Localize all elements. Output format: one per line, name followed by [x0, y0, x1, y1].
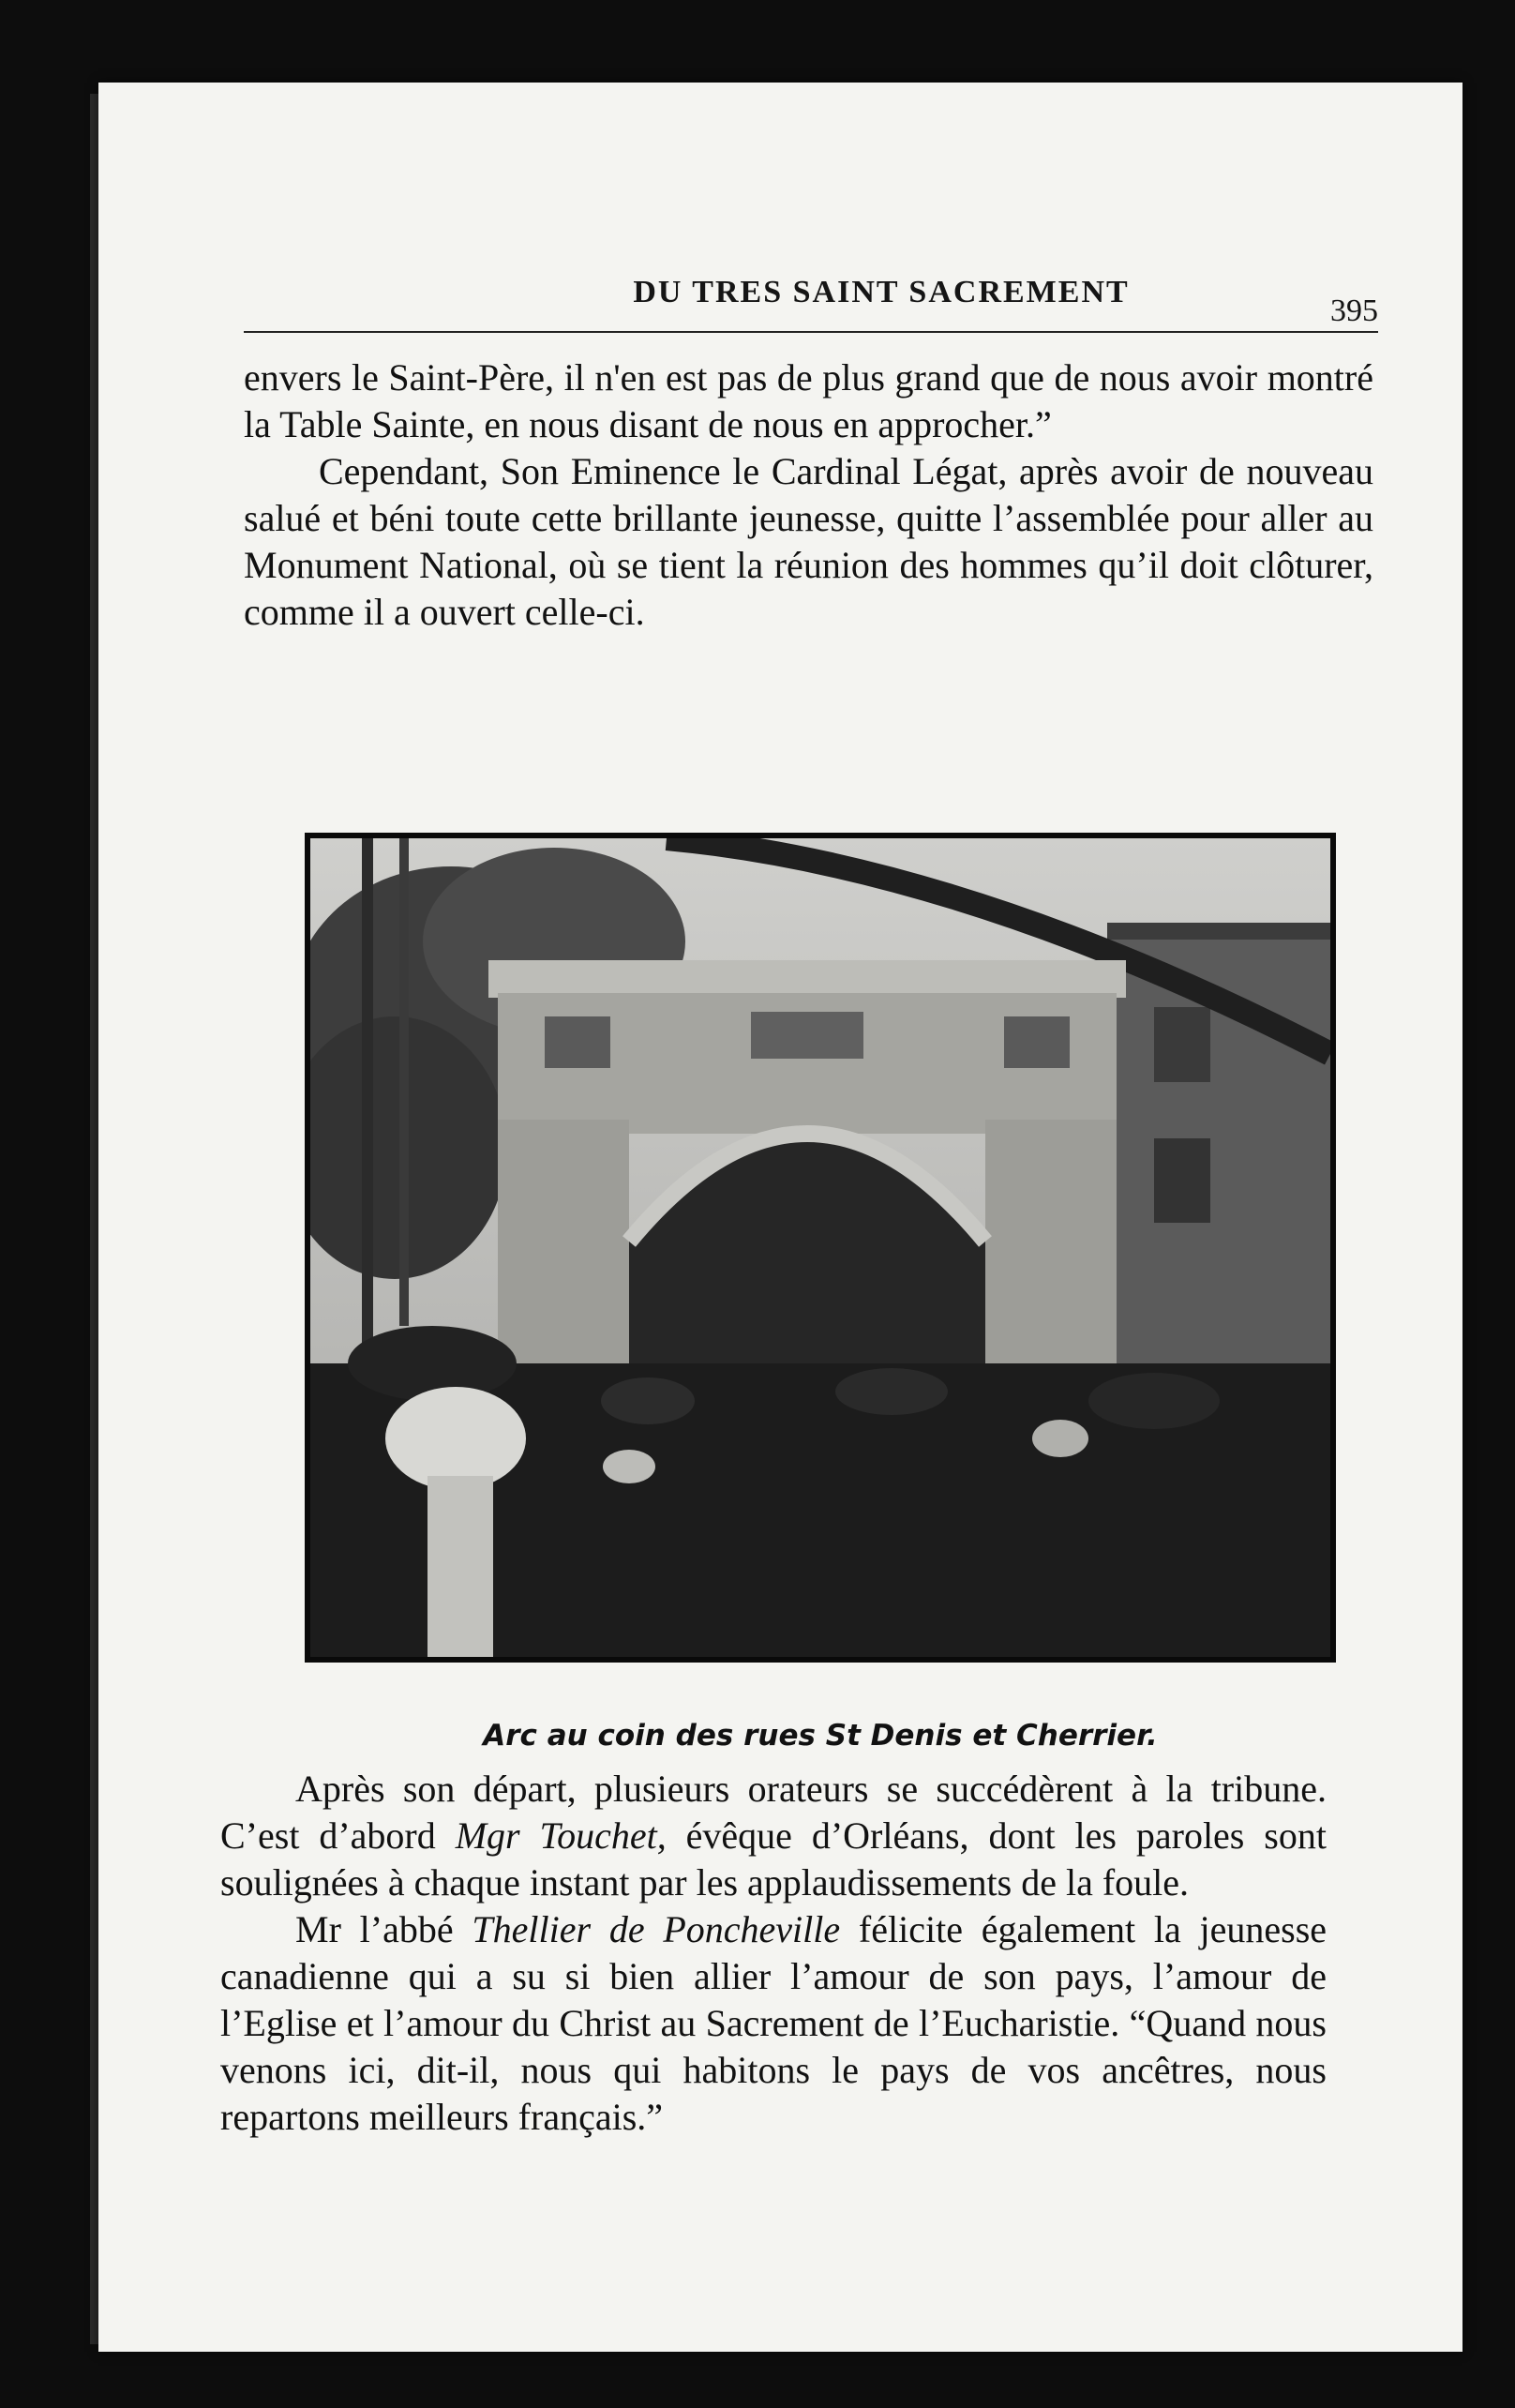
- name-mgr-touchet: Mgr Touchet,: [455, 1814, 667, 1857]
- text-block-bottom: [220, 1766, 1327, 2141]
- paragraph-1: envers le Saint-Père, il n'en est pas de plus grand que de nous avoir montré la Table Sainte, en nous disant de nous en approcher.”: [244, 356, 1373, 445]
- page-number: 395: [1330, 293, 1378, 328]
- paragraph-4-after: félicite également la jeunesse canadienne qui a su si bien allier l’amour de son pays, l’amour de l’Eglise et l’amour du Christ au Sacrement de l’Eucharistie. “Quand nous venons ici, dit-il, nous qui habitons le pays de vos ancêtres, nous repartons meilleurs français.”: [220, 1908, 1328, 2138]
- photograph-arch: [305, 833, 1336, 1663]
- running-title: DU TRES SAINT SACREMENT: [633, 275, 1130, 309]
- paragraph-4-before: Mr l’abbé: [295, 1908, 472, 1950]
- name-thellier-de-poncheville: Thellier de Poncheville: [472, 1908, 841, 1950]
- text-block-top: [244, 354, 1373, 636]
- paragraph-3-before: Après son départ, plusieurs orateurs se succédèrent à la tribune. C’est d’abord: [220, 1768, 1327, 1857]
- running-header: [244, 275, 1378, 333]
- book-page: [98, 83, 1462, 2352]
- paragraph-3: [220, 1766, 1327, 1906]
- photo-caption: Arc au coin des rues St Denis et Cherrier.: [483, 1719, 1158, 1753]
- paragraph-4: [220, 1906, 1327, 2141]
- paragraph-3-after: évêque d’Orléans, dont les paroles sont soulignées à chaque instant par les applaudissements de la foule.: [220, 1814, 1327, 1904]
- arch-photo-illustration: [310, 838, 1330, 1657]
- paragraph-2: Cependant, Son Eminence le Cardinal Légat, après avoir de nouveau salué et béni toute cette brillante jeunesse, quitte l’assemblée pour aller au Monument National, où se tient la réunion des hommes qu’il doit clôturer, comme il a ouvert celle-ci.: [244, 450, 1373, 633]
